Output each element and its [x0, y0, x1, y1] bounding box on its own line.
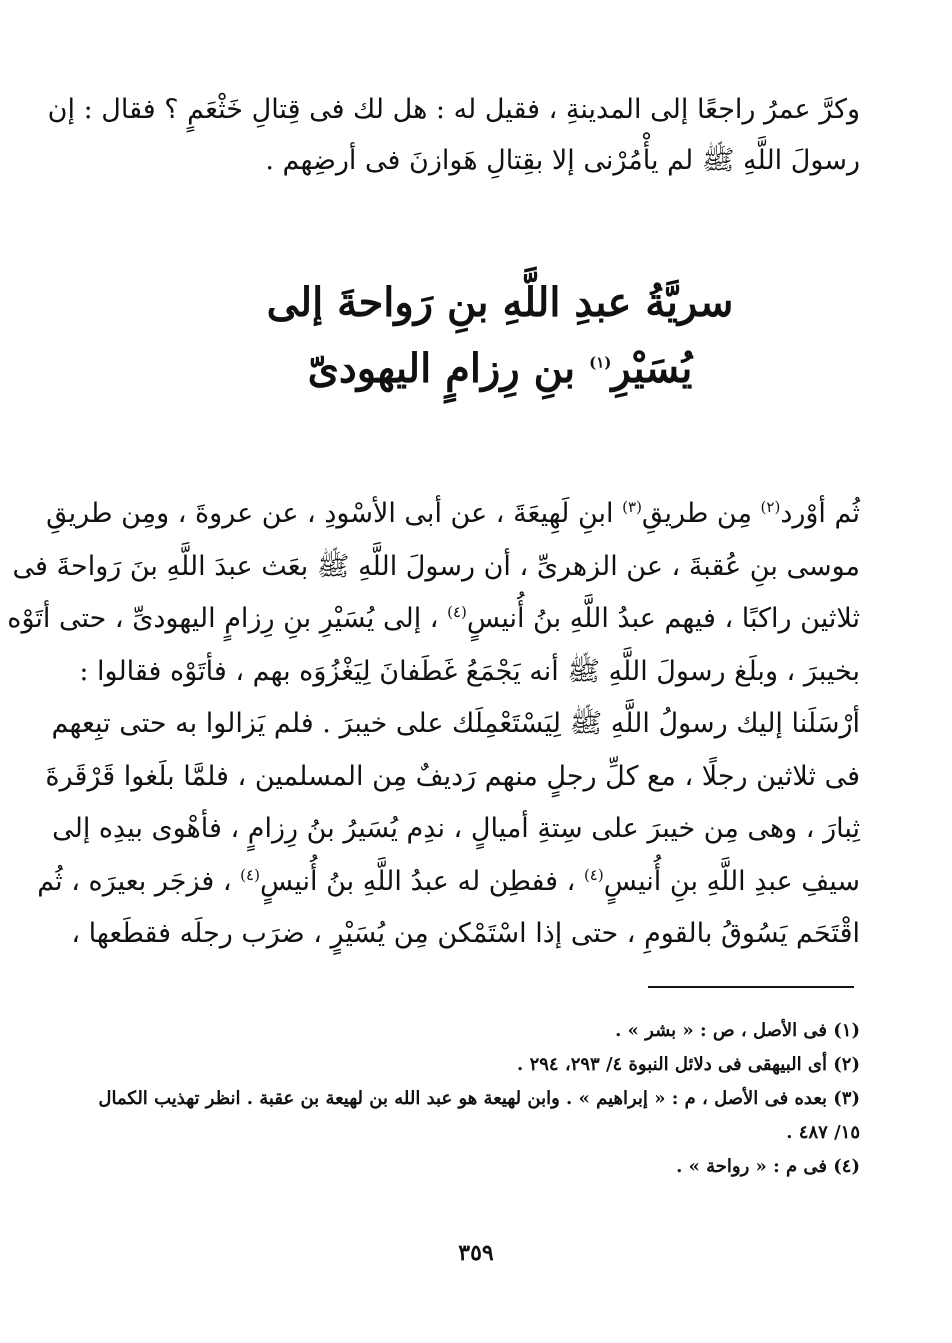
footnote-ref: (٤)	[583, 865, 604, 884]
text-segment: ثُم أوْرد	[780, 498, 860, 529]
heading-line-2	[140, 336, 860, 402]
footnote-ref: (٤)	[240, 865, 260, 884]
text-line	[7, 593, 860, 646]
text-segment: سيفِ عبدِ اللَّهِ بنِ أُنيسٍ	[603, 865, 860, 897]
footnote-divider	[648, 986, 854, 988]
text-line	[37, 856, 860, 909]
text-line: رسولَ اللَّهِ ﷺ لم يأْمُرْنى إلا بقِتالِ هَوازنَ فى أرضِهم .	[265, 145, 860, 176]
text-segment: ، إلى يُسَيْرِ بنِ رِزامٍ اليهودىِّ ، حتى أتَوْه	[7, 603, 439, 634]
text-line: بخيبرَ ، وبلَغ رسولَ اللَّهِ ﷺ أنه يَجْمَعُ غَطَفانَ لِيَغْزُوَه بهم ، فأتَوْه فقالوا :	[79, 655, 860, 687]
text-segment: ، ففطِن له عبدُ اللَّهِ بنُ أُنيسٍ	[259, 865, 576, 897]
footnote: (٢) أى البيهقى فى دلائل النبوة ٤/ ٢٩٣، ٢٩٤ .	[517, 1054, 860, 1075]
page-number: ٣٥٩	[458, 1240, 494, 1266]
text-line: أرْسَلَنا إليك رسولُ اللَّهِ ﷺ لِيَسْتَعْمِلَك على خيبرَ . فلم يَزالوا به حتى تبِعهم	[51, 708, 860, 739]
text-line: فى ثلاثين رجلًا ، مع كلِّ رجلٍ منهم رَديفٌ مِن المسلمين ، فلمَّا بلَغوا قَرْقَرةَ	[45, 760, 860, 792]
heading-line-1: سريَّةُ عبدِ اللَّهِ بنِ رَواحةَ إلى	[266, 279, 734, 326]
footnote: (٣) بعده فى الأصل ، م : « إبراهيم » . وابن لهيعة هو عبد الله بن لهيعة بن عقبة . انظر تهذيب الكمال	[98, 1088, 860, 1109]
text-line: موسى بنِ عُقبةَ ، عن الزهرىِّ ، أن رسولَ اللَّهِ ﷺ بعَث عبدَ اللَّهِ بنَ رَواحةَ فى	[12, 550, 860, 582]
text-line: وكرَّ عمرُ راجعًا إلى المدينةِ ، فقيل له : هل لك فى قِتالِ خَثْعَمٍ ؟ فقال : إن	[47, 94, 860, 125]
footnote-continuation: ١٥/ ٤٨٧ .	[786, 1122, 860, 1143]
text-segment: مِن طريقِ	[641, 498, 752, 529]
text-segment: ابنِ لَهِيعَةَ ، عن أبى الأسْودِ ، عن عروةَ ، ومِن طريقِ	[46, 498, 614, 529]
text-line: ثِبارَ ، وهى مِن خيبرَ على سِتةِ أميالٍ ، ندِم يُسَيرُ بنُ رِزامٍ ، فأهْوى بيدِه إلى	[52, 813, 860, 844]
text-segment: ثلاثين راكبًا ، فيهم عبدُ اللَّهِ بنُ أُنيسٍ	[466, 603, 860, 634]
heading-name: يُسَيْرِ	[611, 345, 693, 392]
text-line: اقْتَحَم يَسُوقُ بالقومِ ، حتى إذا اسْتَمْكن مِن يُسَيْرٍ ، ضرَب رجلَه فقطَعها ،	[71, 918, 860, 949]
footnote-ref: (٣)	[622, 498, 642, 516]
footnote: (١) فى الأصل ، ص : « بشر » .	[615, 1020, 860, 1041]
footnote-ref: (٤)	[447, 603, 467, 621]
footnote-ref: (١)	[589, 353, 612, 372]
text-segment: ، فزجَر بعيرَه ، ثُم	[37, 865, 232, 897]
top-paragraph	[47, 84, 860, 186]
footnote: (٤) فى م : « رواحة » .	[676, 1156, 860, 1177]
footnotes	[98, 1014, 860, 1184]
footnote-ref: (٢)	[760, 498, 781, 516]
text-line	[46, 488, 860, 541]
section-heading	[140, 270, 860, 402]
heading-rest: بنِ رِزامٍ اليهودىّ	[307, 345, 576, 392]
main-paragraph	[7, 488, 860, 961]
